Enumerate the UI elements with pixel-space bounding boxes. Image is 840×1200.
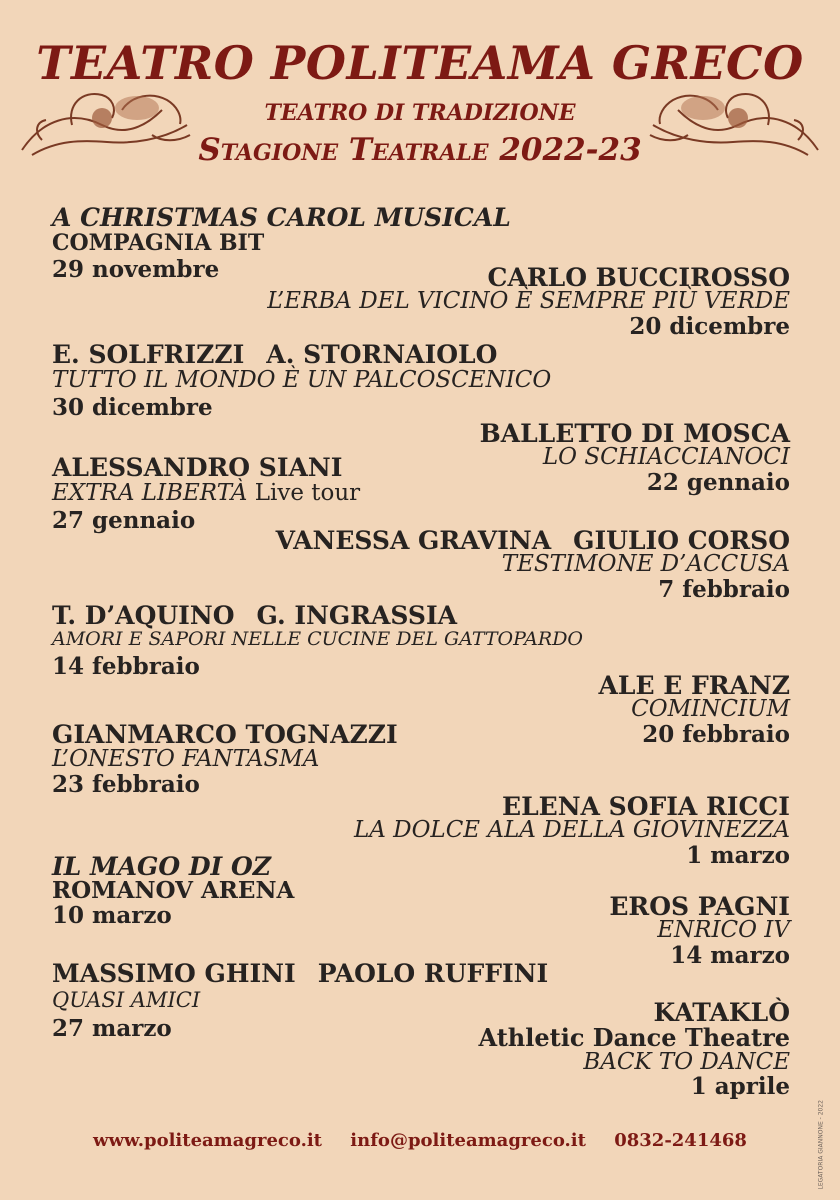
show-artist: A. STORNAIOLO [266,340,498,369]
show-artists [52,961,548,986]
show-date: 20 febbraio [642,721,790,748]
show-date: 27 gennaio [52,507,196,534]
show-artist: KATAKLÒ [653,998,790,1027]
show-artist: EROS PAGNI [609,892,790,921]
show-title: BACK TO DANCE [583,1049,790,1075]
show-title: QUASI AMICI [52,988,201,1012]
show-artist: ALESSANDRO SIANI [52,453,343,482]
phone-number: 0832-241468 [614,1130,747,1151]
show-date: 1 marzo [686,842,790,869]
show-title: EXTRA LIBERTÀ [52,480,248,506]
show-artist: MASSIMO GHINI [52,959,296,988]
show-title: IL MAGO DI OZ [52,852,271,881]
show-company: COMPAGNIA BIT [52,230,265,256]
show-title: TUTTO IL MONDO È UN PALCOSCENICO [52,367,552,393]
show-artist: GIANMARCO TOGNAZZI [52,720,398,749]
show-artist: PAOLO RUFFINI [317,959,549,988]
show-title-suffix: Live tour [254,480,361,506]
theatre-title: TEATRO POLITEAMA GRECO [36,36,804,90]
show-date: 7 febbraio [658,576,790,603]
show-date: 20 dicembre [629,313,790,340]
show-date: 23 febbraio [52,771,200,798]
show-company: ROMANOV ARENA [52,877,295,904]
theatre-subtitle: TEATRO DI TRADIZIONE [264,100,576,126]
show-date: 29 novembre [52,256,220,283]
show-artist: ELENA SOFIA RICCI [502,792,790,821]
show-title: COMINCIUM [631,696,790,722]
show-title: LA DOLCE ALA DELLA GIOVINEZZA [353,817,790,843]
printer-credit: LEGATORIA GIANNONE - 2022 [818,1100,825,1190]
show-title: ENRICO IV [657,917,790,943]
show-date: 30 dicembre [52,394,213,421]
show-title: AMORI E SAPORI NELLE CUCINE DEL GATTOPARDO [52,628,583,650]
show-artists [52,603,457,628]
contact-footer [0,1130,840,1151]
show-title: A CHRISTMAS CAROL MUSICAL [52,203,511,232]
show-date: 10 marzo [52,902,172,929]
show-artists [276,528,790,553]
show-company: Athletic Dance Theatre [478,1023,790,1052]
show-title-line [52,482,360,505]
show-artist: CARLO BUCCIROSSO [487,263,790,292]
show-date: 27 marzo [52,1015,172,1042]
show-artist: E. SOLFRIZZI [52,340,245,369]
show-date: 1 aprile [690,1073,790,1100]
show-title: L’ONESTO FANTASMA [52,746,320,772]
website-link[interactable]: www.politeamagreco.it [93,1130,322,1151]
season-title: Stagione Teatrale 2022-23 [198,132,642,168]
show-date: 22 gennaio [646,469,790,496]
show-artist: G. INGRASSIA [256,601,458,630]
show-artists [52,342,497,367]
show-title: L’ERBA DEL VICINO È SEMPRE PIÙ VERDE [267,288,790,314]
email-link[interactable]: info@politeamagreco.it [350,1130,586,1151]
show-title: TESTIMONE D’ACCUSA [501,551,790,577]
show-date: 14 marzo [670,942,790,969]
show-artist: T. D’AQUINO [52,601,235,630]
show-artist: VANESSA GRAVINA [275,526,552,555]
show-date: 14 febbraio [52,653,200,680]
show-artist: ALE E FRANZ [598,671,790,700]
show-artist: GIULIO CORSO [573,526,790,555]
show-artist: BALLETTO DI MOSCA [479,419,790,448]
show-title: LO SCHIACCIANOCI [542,444,790,470]
